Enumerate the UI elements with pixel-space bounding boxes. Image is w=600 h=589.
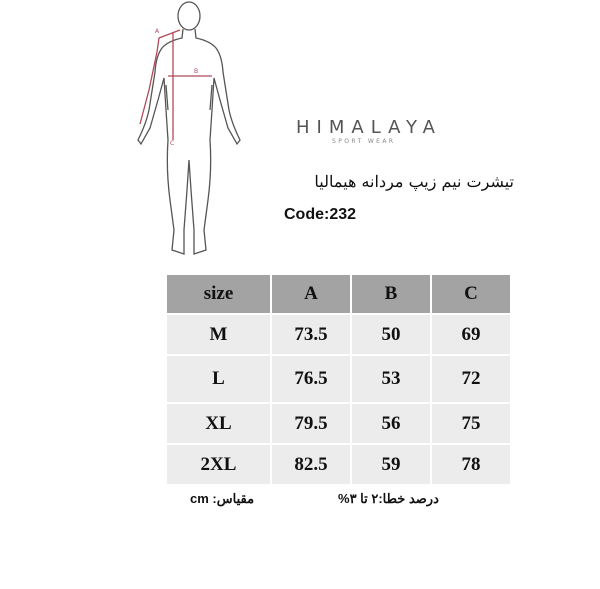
body-measurement-figure bbox=[128, 0, 250, 262]
cell-c: 72 bbox=[431, 355, 511, 403]
measure-label-c: C bbox=[170, 140, 175, 147]
measure-label-b: B bbox=[194, 68, 199, 75]
human-outline-icon bbox=[138, 2, 240, 254]
brand-subtitle: SPORT WEAR bbox=[332, 138, 396, 145]
column-header-b: B bbox=[351, 274, 431, 314]
cell-size: M bbox=[166, 314, 271, 355]
cell-b: 56 bbox=[351, 403, 431, 444]
table-row bbox=[166, 444, 511, 485]
cell-size: XL bbox=[166, 403, 271, 444]
measure-label-a: A bbox=[155, 28, 160, 35]
cell-size: L bbox=[166, 355, 271, 403]
table-row bbox=[166, 355, 511, 403]
cell-c: 69 bbox=[431, 314, 511, 355]
column-header-c: C bbox=[431, 274, 511, 314]
product-title: تیشرت نیم زیپ مردانه هیمالیا bbox=[314, 172, 514, 191]
column-header-size: size bbox=[166, 274, 271, 314]
cell-a: 76.5 bbox=[271, 355, 351, 403]
table-header-row bbox=[166, 274, 511, 314]
size-table bbox=[165, 273, 512, 486]
cell-a: 79.5 bbox=[271, 403, 351, 444]
error-margin-note: درصد خطا:۲ تا ۳% bbox=[338, 491, 439, 506]
unit-note: مقیاس: cm bbox=[190, 491, 255, 506]
measure-line-a bbox=[140, 30, 180, 124]
table-row bbox=[166, 314, 511, 355]
brand-logo bbox=[296, 118, 486, 146]
cell-c: 78 bbox=[431, 444, 511, 485]
cell-b: 59 bbox=[351, 444, 431, 485]
column-header-a: A bbox=[271, 274, 351, 314]
cell-size: 2XL bbox=[166, 444, 271, 485]
table-row bbox=[166, 403, 511, 444]
product-code: Code:232 bbox=[284, 206, 357, 223]
brand-name: HIMALAYA bbox=[296, 117, 442, 138]
cell-b: 50 bbox=[351, 314, 431, 355]
cell-a: 73.5 bbox=[271, 314, 351, 355]
cell-c: 75 bbox=[431, 403, 511, 444]
cell-b: 53 bbox=[351, 355, 431, 403]
cell-a: 82.5 bbox=[271, 444, 351, 485]
